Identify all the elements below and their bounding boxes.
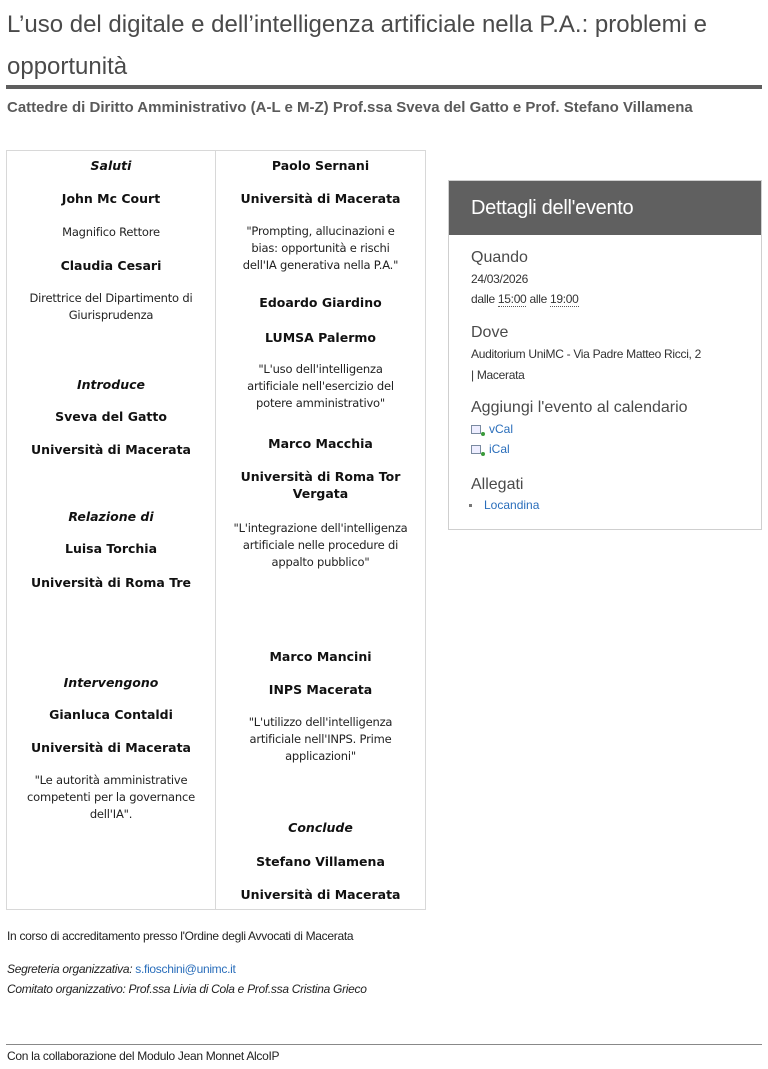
speaker-name: Sveva del Gatto [55,409,167,424]
speaker-name: Luisa Torchia [64,541,158,556]
speaker-name: John Mc Court [61,191,161,206]
program-column-left [7,151,216,909]
event-location-line1: Auditorium UniMC - Via Padre Matteo Ricci, 2 [471,347,701,361]
when-label: Quando [471,249,528,266]
attachments-label: Allegati [471,476,524,493]
page-subtitle: Cattedre di Diritto Amministrativo (A-L e M-Z) Prof.ssa Sveva del Gatto e Prof. Stefano Villamena [7,99,693,116]
speaker-name: Marco Mancini [269,649,372,664]
speaker-name: Gianluca Contaldi [49,707,173,722]
collaboration-note: Con la collaborazione del Modulo Jean Monnet AlcoIP [7,1049,280,1063]
section-heading: Relazione di [68,509,154,524]
event-details-header: Dettagli dell'evento [449,181,761,235]
section-heading: Intervengono [63,675,159,690]
speaker-affiliation: Università di Macerata [31,740,191,755]
secretariat-email-link[interactable]: s.fioschini@unimc.it [135,962,236,976]
committee-line: Comitato organizzativo: Prof.ssa Livia di Cola e Prof.ssa Cristina Grieco [7,982,367,996]
where-label: Dove [471,324,509,341]
speaker-affiliation: Università di Roma Tre [30,575,192,590]
speaker-affiliation: LUMSA Palermo [265,330,376,345]
time-start: 15:00 [497,292,527,306]
page-title: L’uso del digitale e dell’intelligenza artificiale nella P.A.: problemi e opportunità [7,11,707,80]
speaker-role: Magnifico Rettore [62,225,160,239]
section-heading: Saluti [90,158,132,173]
speaker-name: Edoardo Giardino [259,295,382,310]
speaker-affiliation: Università di Macerata [31,442,191,457]
ical-link[interactable]: iCal [471,442,510,456]
time-end: 19:00 [550,292,579,306]
talk-title: "L'integrazione dell'intelligenza artificiale nelle procedure di appalto pubblico" [233,521,408,569]
calendar-label: Aggiungi l'evento al calendario [471,399,688,416]
event-location-line2: | Macerata [471,368,525,382]
speaker-affiliation: INPS Macerata [268,682,373,697]
talk-title: "L'utilizzo dell'intelligenza artificiale nell'INPS. Prime applicazioni" [248,715,393,763]
talk-title: "Le autorità amministrative competenti per la governance dell'IA". [27,773,195,821]
speaker-affiliation: Università di Roma Tor Vergata [240,469,401,501]
title-divider [6,85,762,89]
speaker-name: Paolo Sernani [271,158,370,173]
speaker-name: Marco Macchia [268,436,373,451]
talk-title: "L'uso dell'intelligenza artificiale nell'esercizio del potere amministrativo" [247,362,394,410]
calendar-download-icon [471,425,481,434]
calendar-download-icon [471,445,481,454]
speaker-affiliation: Università di Macerata [240,191,401,206]
bullet-icon [469,504,472,507]
speaker-role: Direttrice del Dipartimento di Giurisprudenza [29,291,193,322]
event-details-box [448,180,762,530]
vcal-link[interactable]: vCal [471,422,513,436]
program-table [6,150,426,910]
secretariat-line [7,962,236,976]
section-heading: Introduce [76,377,145,392]
event-date: 24/03/2026 [471,272,529,286]
attachment-locandina-link[interactable]: Locandina [469,498,539,512]
speaker-name: Claudia Cesari [60,258,162,273]
section-heading: Conclude [288,820,353,835]
program-column-right [216,151,425,909]
talk-title: "Prompting, allucinazioni e bias: opportunità e rischi dell'IA generativa nella P.A." [242,224,399,272]
accreditation-note: In corso di accreditamento presso l'Ordine degli Avvocati di Macerata [7,929,354,943]
time-mid: alle [529,292,547,306]
speaker-name: Stefano Villamena [256,854,385,869]
time-prefix: dalle [471,292,495,306]
speaker-affiliation: Università di Macerata [240,887,401,902]
secretariat-label: Segreteria organizzativa: [7,962,133,976]
footer-divider [6,1044,762,1045]
event-time [471,289,579,309]
